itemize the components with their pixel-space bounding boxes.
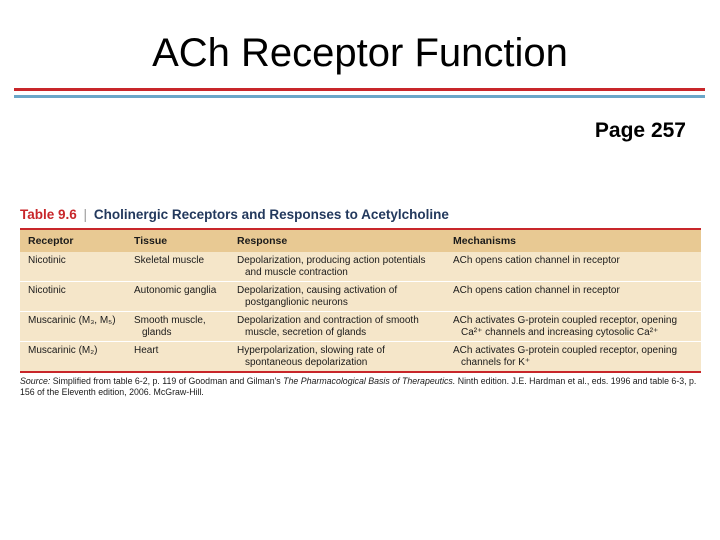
- table-row: [20, 342, 701, 372]
- cell-line: Smooth muscle,: [134, 315, 206, 326]
- cell-line: ACh activates G-protein coupled receptor, opening: [453, 315, 678, 326]
- table-number: Table 9.6: [20, 207, 77, 222]
- column-header: Mechanisms: [445, 230, 701, 252]
- table-row: [20, 252, 701, 282]
- cell-mechanisms: [445, 252, 701, 282]
- cell-response: [229, 342, 445, 372]
- cell-line: Hyperpolarization, slowing rate of: [237, 345, 385, 356]
- caption-separator: |: [83, 207, 88, 222]
- source-label: Source:: [20, 376, 51, 386]
- cell-line: Depolarization and contraction of smooth: [237, 315, 419, 326]
- cell-line: Depolarization, causing activation of: [237, 285, 398, 296]
- table-title: Cholinergic Receptors and Responses to Acetylcholine: [93, 207, 449, 222]
- source-book-title: The Pharmacological Basis of Therapeutics.: [283, 376, 456, 386]
- page-reference: Page 257: [594, 119, 686, 142]
- table-header-row: [20, 230, 701, 252]
- column-header: Response: [229, 230, 445, 252]
- cell-line: and muscle contraction: [245, 266, 348, 278]
- data-table: [20, 230, 701, 371]
- cell-tissue: [126, 282, 229, 312]
- cell-receptor: Nicotinic: [20, 282, 126, 312]
- cell-response: [229, 282, 445, 312]
- cell-line: Heart: [134, 345, 159, 356]
- cell-receptor: Muscarinic (M₂): [20, 342, 126, 372]
- table-caption: [20, 206, 701, 224]
- cell-line: Ca²⁺ channels and increasing cytosolic Ca²⁺: [461, 326, 659, 338]
- cell-line: ACh opens cation channel in receptor: [453, 285, 620, 296]
- source-text-continued: Ninth edition. J.E. Hardman et al., eds. 1996 and table 6-3, p. 156 of the Eleventh edition, 2006. McGraw-Hill.: [20, 376, 697, 397]
- table-row: [20, 282, 701, 312]
- column-header: Tissue: [126, 230, 229, 252]
- table-bottom-rule: [20, 371, 701, 373]
- title-underline-blue: [14, 95, 705, 98]
- cell-tissue: [126, 252, 229, 282]
- cell-tissue: [126, 312, 229, 342]
- slide-title: ACh Receptor Function: [152, 31, 568, 75]
- cell-line: spontaneous depolarization: [245, 356, 368, 368]
- cell-receptor: Muscarinic (M₃, M₅): [20, 312, 126, 342]
- cell-line: ACh opens cation channel in receptor: [453, 255, 620, 266]
- column-header: Receptor: [20, 230, 126, 252]
- cell-line: postganglionic neurons: [245, 296, 348, 308]
- receptor-table: [20, 206, 701, 397]
- cell-receptor: Nicotinic: [20, 252, 126, 282]
- cell-mechanisms: [445, 342, 701, 372]
- cell-line: Depolarization, producing action potentials: [237, 255, 426, 266]
- title-underline-red: [14, 88, 705, 91]
- cell-mechanisms: [445, 312, 701, 342]
- cell-tissue: [126, 342, 229, 372]
- table-source-note: [20, 376, 701, 397]
- source-text: Simplified from table 6-2, p. 119 of Goodman and Gilman's: [52, 376, 281, 386]
- cell-line: glands: [142, 326, 172, 338]
- cell-line: channels for K⁺: [461, 356, 531, 368]
- cell-line: ACh activates G-protein coupled receptor, opening: [453, 345, 678, 356]
- cell-response: [229, 312, 445, 342]
- cell-line: muscle, secretion of glands: [245, 326, 367, 338]
- cell-line: Autonomic ganglia: [134, 285, 217, 296]
- table-row: [20, 312, 701, 342]
- cell-response: [229, 252, 445, 282]
- cell-line: Skeletal muscle: [134, 255, 205, 266]
- cell-mechanisms: [445, 282, 701, 312]
